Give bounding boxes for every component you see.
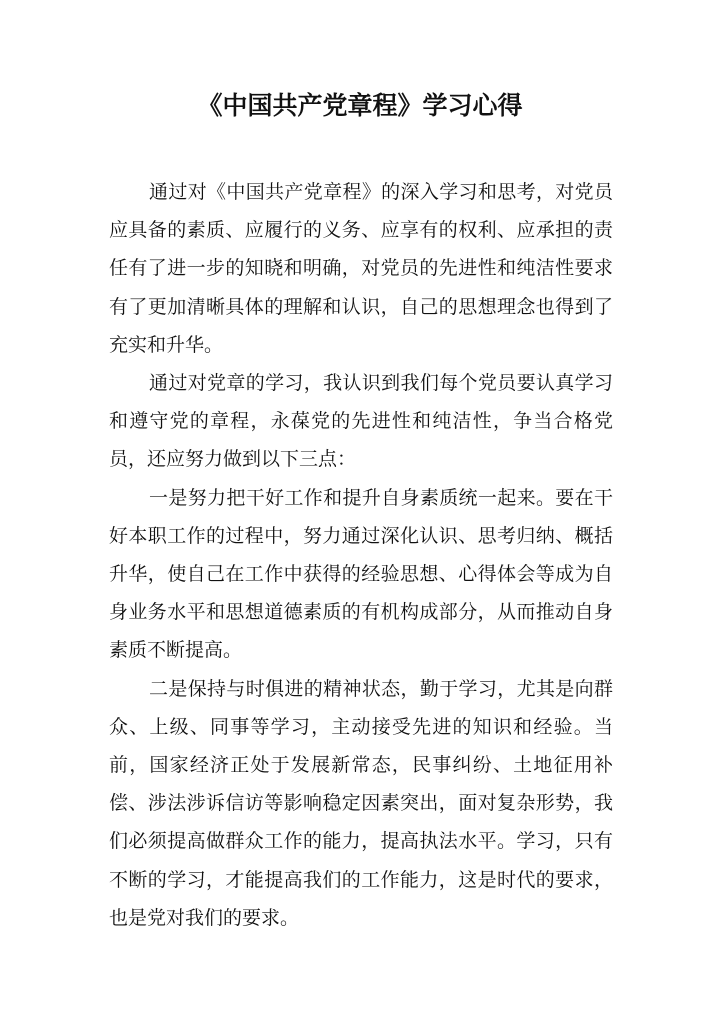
- paragraph-three-points: 通过对党章的学习，我认识到我们每个党员要认真学习和遵守党的章程，永葆党的先进性和纯洁性，争当合格党员，还应努力做到以下三点：: [109, 372, 613, 471]
- paragraph-point-two: 二是保持与时俱进的精神状态，勤于学习，尤其是向群众、上级、同事等学习，主动接受先进的知识和经验。当前，国家经济正处于发展新常态，民事纠纷、土地征用补偿、涉法涉诉信访等影响稳定因素突出，面对复杂形势，我们必须提高做群众工作的能力，提高执法水平。学习，只有不断的学习，才能提高我们的工作能力，这是时代的要求，也是党对我们的要求。: [109, 677, 613, 929]
- paragraph-intro: 通过对《中国共产党章程》的深入学习和思考，对党员应具备的素质、应履行的义务、应享有的权利、应承担的责任有了进一步的知晓和明确，对党员的先进性和纯洁性要求有了更加清晰具体的理解和认识，自己的思想理念也得到了充实和升华。: [109, 181, 613, 356]
- document-body: [109, 173, 613, 937]
- document-title: 《中国共产党章程》学习心得: [197, 91, 523, 120]
- paragraph-point-one: 一是努力把干好工作和提升自身素质统一起来。要在干好本职工作的过程中，努力通过深化认识、思考归纳、概括升华，使自己在工作中获得的经验思想、心得体会等成为自身业务水平和思想道德素质的有机构成部分，从而推动自身素质不断提高。: [109, 486, 613, 662]
